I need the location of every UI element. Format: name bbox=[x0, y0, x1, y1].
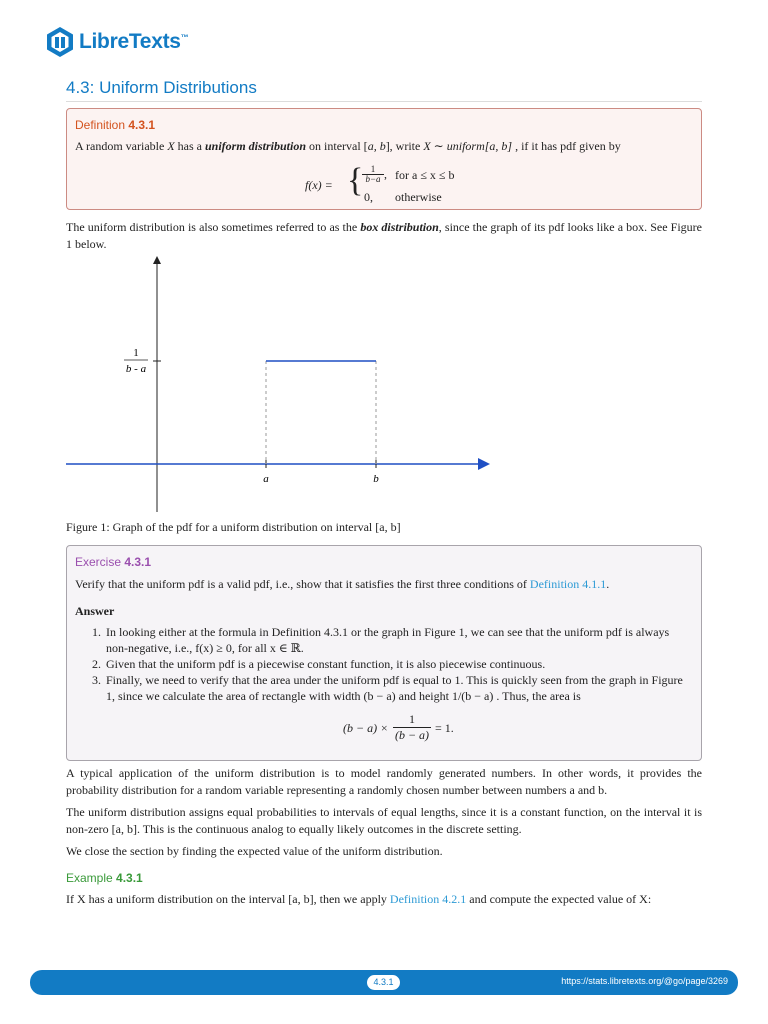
application-paragraph: A typical application of the uniform distribution is to model randomly generated numbers. In other words, it provides the probability distribution for a random variable representing a randomly chosen number between numbers a and b. bbox=[66, 766, 702, 797]
exercise-box bbox=[66, 545, 702, 761]
area-eq-rhs: = 1. bbox=[435, 721, 454, 735]
libretexts-logo[interactable] bbox=[46, 26, 188, 58]
definition-box bbox=[66, 108, 702, 210]
example-label: Example 4.3.1 bbox=[66, 871, 143, 885]
formula-brace: { bbox=[347, 162, 364, 199]
exercise-text: Verify that the uniform pdf is a valid pdf, i.e., show that it satisfies the first three conditions of Definition 4.1.1. bbox=[75, 577, 610, 591]
formula-case2-condition: otherwise bbox=[395, 190, 442, 204]
brand-name: LibreTexts™ bbox=[79, 30, 189, 53]
uniform-pdf-graph bbox=[0, 250, 768, 520]
answer-heading[interactable]: Answer bbox=[75, 604, 115, 618]
definition-text: A random variable X has a uniform distribution on interval [a, b], write X ∼ uniform[a, b] , if it has pdf given by bbox=[75, 139, 621, 153]
libretexts-logo-icon bbox=[46, 26, 74, 58]
answer-item-1: 1. In looking either at the formula in Definition 4.3.1 or the graph in Figure 1, we can see that the uniform pdf is always non-negative, i.e., f(x) ≥ 0, for all x ∈ ℝ. bbox=[92, 625, 670, 655]
area-equation bbox=[343, 712, 503, 748]
formula-lhs: f(x) = bbox=[305, 178, 333, 192]
title-divider bbox=[66, 101, 702, 102]
x-label-b: b bbox=[373, 473, 379, 485]
definition-4-1-1-link[interactable]: Definition 4.1.1 bbox=[529, 577, 607, 591]
formula-case2-value: 0, bbox=[364, 190, 373, 204]
page-footer bbox=[30, 970, 738, 995]
equal-probabilities-paragraph: The uniform distribution assigns equal probabilities to intervals of equal lengths, since it is a constant function, on the interval it is non-zero [a, b]. This is the continuous analog to equally likely outcomes in the discrete setting. bbox=[66, 805, 702, 836]
x-label-a: a bbox=[263, 473, 269, 485]
y-label-den: b - a bbox=[125, 363, 147, 375]
page-number-badge: 4.3.1 bbox=[367, 975, 400, 990]
area-eq-lhs: (b − a) × bbox=[343, 721, 389, 735]
area-eq-fraction: 1 (b − a) bbox=[394, 712, 430, 742]
page-url[interactable]: https://stats.libretexts.org/@go/page/3269 bbox=[561, 976, 728, 986]
answer-item-2: 2. Given that the uniform pdf is a piecewise constant function, it is also piecewise continuous. bbox=[92, 657, 546, 671]
formula-case1-condition: for a ≤ x ≤ b bbox=[395, 168, 455, 182]
example-text: If X has a uniform distribution on the interval [a, b], then we apply Definition 4.2.1 and compute the expected value of X: bbox=[66, 892, 652, 906]
formula-case1-fraction: 1 b−a bbox=[362, 165, 384, 184]
exercise-label: Exercise 4.3.1 bbox=[75, 555, 152, 569]
box-distribution-paragraph: The uniform distribution is also sometimes referred to as the box distribution, since the graph of its pdf looks like a box. See Figure 1 below. bbox=[66, 220, 703, 251]
y-label-num: 1 bbox=[133, 347, 139, 359]
pdf-formula: f(x) = { 1 b−a , for a ≤ x ≤ b 0, otherwise bbox=[305, 162, 455, 204]
expected-value-intro: We close the section by finding the expected value of the uniform distribution. bbox=[66, 844, 443, 858]
answer-item-3: 3. Finally, we need to verify that the area under the uniform pdf is equal to 1. This is quickly seen from the graph in Figure 1, since we calculate the area of rectangle with width (b − a) and height 1/(b − a) . Thus, the area is bbox=[92, 673, 683, 703]
page-title: 4.3: Uniform Distributions bbox=[66, 78, 257, 97]
definition-4-2-1-link[interactable]: Definition 4.2.1 bbox=[389, 892, 467, 906]
figure-caption: Figure 1: Graph of the pdf for a uniform distribution on interval [a, b] bbox=[66, 520, 401, 534]
definition-label: Definition 4.3.1 bbox=[75, 118, 156, 132]
